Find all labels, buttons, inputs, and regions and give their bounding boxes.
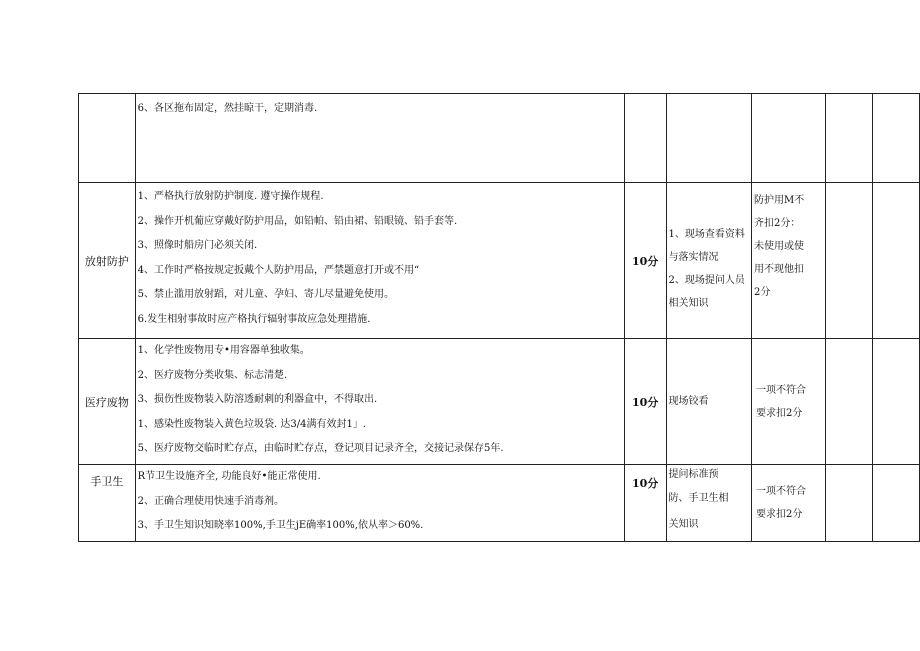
requirement-item: 3、照像时船房门必须关闭.: [137, 240, 258, 252]
requirements-cell: [135, 339, 624, 465]
deduction-line: 2分: [754, 287, 771, 298]
extra-cell: [873, 465, 920, 542]
deduction-line: 未使用或使: [754, 241, 805, 252]
table-row: [79, 94, 920, 183]
method-line: 防、手卫生相: [668, 493, 729, 504]
requirements-cell: [135, 465, 624, 542]
method-line: 与落实情况: [668, 251, 719, 263]
extra-cell: [873, 94, 920, 183]
requirement-item: 3、损伤性废物装入防溶透耐刺的利器盒中，不得取出.: [137, 394, 378, 406]
requirement-item: 2、操作开机葡应穿戴好防护用品，如铅帕、铅由裙、铅眼镜、铅手套等.: [137, 215, 458, 227]
method-cell: [666, 465, 752, 542]
requirement-item: 5、禁止滥用放射蹈，对儿童、孕妇、寄儿尽量避免使用。: [137, 289, 395, 301]
category-label: 手卫生: [90, 475, 124, 488]
deduction-line: 一项不符合: [756, 384, 807, 396]
requirement-item: 2、医疗废物分类收集、标志清楚.: [137, 369, 288, 381]
requirement-item: 6、各区拖布固定，然挂晾干，定期消毒.: [137, 103, 318, 114]
method-line: 提问标准预: [668, 469, 719, 480]
requirement-item: 3、手卫生知识知晓率100%,手卫生jE确率100%,依从率＞60%.: [137, 520, 424, 532]
extra-cell: [825, 465, 873, 542]
table-row: [79, 465, 920, 542]
extra-cell: [825, 339, 873, 465]
requirements-cell: [135, 94, 624, 183]
requirement-item: 1、严格执行放射防护制度. 遵守操作规程.: [137, 191, 324, 202]
score-value: 10分: [631, 477, 659, 490]
extra-cell: [873, 183, 920, 339]
deduction-line: 要求扣2分: [756, 407, 803, 419]
deduction-line: 用不现他扣: [754, 264, 805, 275]
method-cell: [666, 183, 752, 339]
deduction-cell: [752, 183, 826, 339]
requirement-item: 4、工作时严格按规定扳戴个人防护用品，严禁题意打开或不用“: [137, 264, 420, 276]
table-row: [79, 339, 920, 465]
category-cell: 放射防护: [79, 183, 136, 339]
category-cell: [79, 465, 136, 542]
deduction-cell: [752, 339, 826, 465]
deduction-line: 一项不符合: [756, 486, 807, 497]
requirement-item: 1、感染性废物装入黄色垃圾袋. 达3/4满有效封1」.: [137, 418, 367, 430]
method-cell: [666, 339, 752, 465]
method-cell: [666, 94, 752, 183]
requirement-item: 5、医疗废物交临时贮存点，由临时贮存点，登记项目记录齐全，交接记录保存5年.: [137, 443, 504, 455]
method-line: 现场铰看: [668, 396, 709, 407]
category-cell: [79, 94, 136, 183]
deduction-line: 齐扣2分：: [754, 218, 801, 229]
extra-cell: [825, 94, 873, 183]
requirement-item: 6.发生相射事故时应产格执行辐射事故应急处理措施.: [137, 313, 371, 325]
method-line: 1、现场查看资料: [668, 228, 745, 240]
extra-cell: [873, 339, 920, 465]
requirement-item: 2、正确合理使用快速手消毒剂。: [137, 495, 285, 507]
requirement-item: R节卫生设施齐全, 功能良好•能正常使用.: [137, 471, 321, 482]
deduction-cell: [752, 465, 826, 542]
category-cell: 医疗废物: [79, 339, 136, 465]
requirement-item: 1、化学性废物用专•用容器单独收集。: [137, 345, 310, 356]
deduction-line: 防护用M不: [754, 195, 805, 206]
extra-cell: [825, 183, 873, 339]
score-cell: 10分: [624, 339, 666, 465]
deduction-cell: [752, 94, 826, 183]
score-cell: [624, 465, 666, 542]
requirements-cell: [135, 183, 624, 339]
deduction-line: 要求扣2分: [756, 509, 803, 520]
score-cell: [624, 94, 666, 183]
table-row: [79, 183, 920, 339]
method-line: 2、现场提问人员: [668, 274, 745, 286]
method-line: 关知识: [668, 519, 699, 530]
inspection-table: [78, 93, 920, 542]
score-cell: 10分: [624, 183, 666, 339]
method-line: 相关知识: [668, 297, 709, 309]
